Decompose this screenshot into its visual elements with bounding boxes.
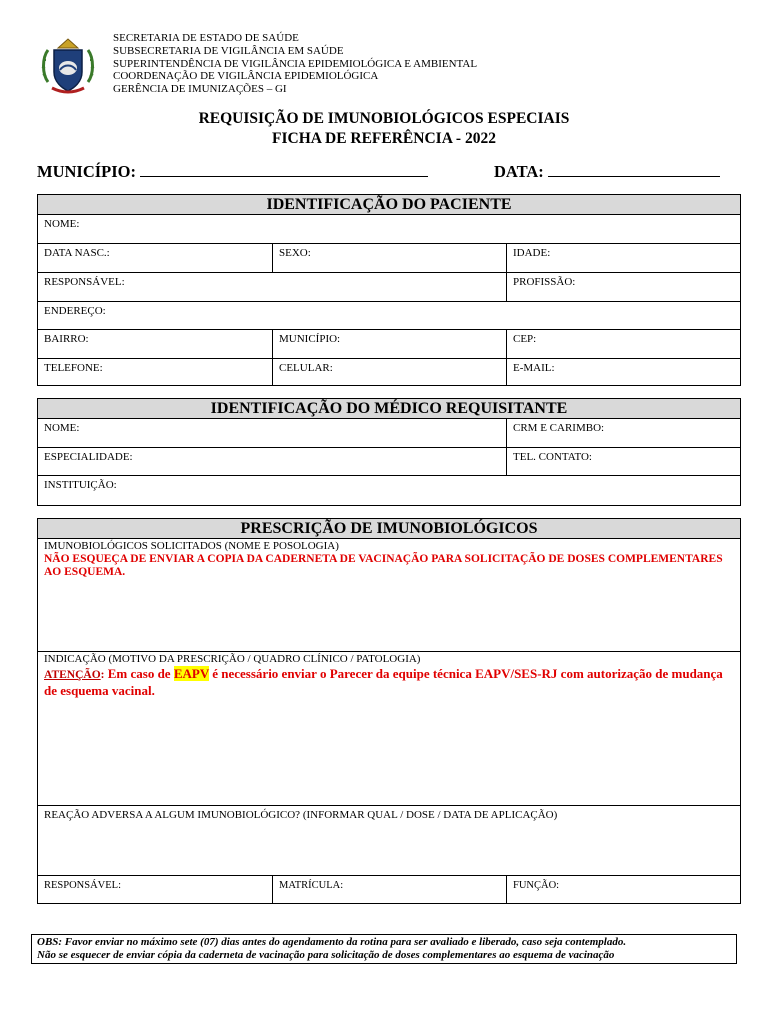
doctor-nome-field[interactable]: NOME: — [38, 419, 507, 447]
municipio-label: MUNICÍPIO: — [37, 162, 136, 181]
atencao-highlight-eapv: EAPV — [173, 666, 209, 681]
prescription-row-reacao — [38, 806, 740, 876]
patient-section-heading: IDENTIFICAÇÃO DO PACIENTE — [38, 195, 740, 215]
patient-row-nasc — [38, 244, 740, 273]
prescription-row-responsavel — [38, 876, 740, 904]
patient-idade-field[interactable]: IDADE: — [513, 247, 551, 259]
header-line: SUPERINTENDÊNCIA DE VIGILÂNCIA EPIDEMIOLÓGICA E AMBIENTAL — [113, 57, 478, 70]
patient-row-responsavel — [38, 273, 740, 302]
header-line: SECRETARIA DE ESTADO DE SAÚDE — [113, 32, 299, 44]
prescription-responsavel-field[interactable]: RESPONSÁVEL: — [38, 876, 273, 904]
obs-note — [31, 934, 737, 964]
header-line: GERÊNCIA DE IMUNIZAÇÕES – GI — [113, 83, 287, 96]
header-line: COORDENAÇÃO DE VIGILÂNCIA EPIDEMIOLÓGICA — [113, 70, 379, 83]
prescription-section-heading: PRESCRIÇÃO DE IMUNOBIOLÓGICOS — [38, 519, 740, 539]
prescription-row-solicitados — [38, 539, 740, 652]
prescription-section — [37, 518, 741, 904]
patient-responsavel-field[interactable]: RESPONSÁVEL: — [38, 273, 507, 301]
atencao-colon: : — [100, 669, 105, 681]
prescription-indicacao-field[interactable] — [38, 652, 740, 805]
doctor-instituicao-field[interactable]: INSTITUIÇÃO: — [44, 479, 117, 491]
atencao-label: ATENÇÃO — [44, 669, 101, 681]
patient-data-nasc-field[interactable]: DATA NASC.: — [38, 244, 273, 272]
document-title: REQUISIÇÃO DE IMUNOBIOLÓGICOS ESPECIAIS — [198, 110, 570, 127]
patient-row-nome — [38, 215, 740, 244]
data-label: DATA: — [494, 162, 544, 181]
municipio-field[interactable] — [37, 162, 428, 182]
doctor-row-instituicao — [38, 476, 740, 505]
patient-municipio-field[interactable]: MUNICÍPIO: — [273, 330, 507, 358]
patient-bairro-field[interactable]: BAIRRO: — [38, 330, 273, 358]
solicitados-label: IMUNOBIOLÓGICOS SOLICITADOS (NOME E POSOLOGIA) — [44, 540, 339, 552]
prescription-solicitados-field[interactable] — [38, 539, 740, 651]
patient-section — [37, 194, 741, 386]
atencao-text-post: é necessário enviar o Parecer da equipe técnica EAPV/SES-RJ com autorização de mudança de esquema vacinal. — [44, 666, 723, 698]
solicitados-warning: NÃO ESQUEÇA DE ENVIAR A COPIA DA CADERNETA DE VACINAÇÃO PARA SOLICITAÇÃO DE DOSES COMPLEMENTARES AO ESQUEMA. — [44, 553, 723, 578]
atencao-text-pre: Em caso de — [104, 666, 174, 681]
patient-nome-field[interactable]: NOME: — [44, 218, 80, 230]
municipio-blank[interactable] — [140, 162, 428, 177]
indicacao-label: INDICAÇÃO (MOTIVO DA PRESCRIÇÃO / QUADRO CLÍNICO / PATOLOGIA) — [44, 653, 421, 665]
document-subtitle: FICHA DE REFERÊNCIA - 2022 — [272, 130, 496, 147]
prescription-funcao-field[interactable]: FUNÇÃO: — [513, 880, 560, 891]
patient-cep-field[interactable]: CEP: — [513, 333, 537, 345]
patient-profissao-field[interactable]: PROFISSÃO: — [513, 276, 576, 288]
prescription-matricula-field[interactable]: MATRÍCULA: — [273, 876, 507, 904]
patient-sexo-field[interactable]: SEXO: — [273, 244, 507, 272]
patient-row-telefone — [38, 359, 740, 386]
prescription-row-indicacao — [38, 652, 740, 806]
doctor-section — [37, 398, 741, 506]
patient-row-endereco — [38, 302, 740, 330]
patient-telefone-field[interactable]: TELEFONE: — [38, 359, 273, 386]
doctor-tel-contato-field[interactable]: TEL. CONTATO: — [513, 451, 592, 463]
header-line: SUBSECRETARIA DE VIGILÂNCIA EM SAÚDE — [113, 44, 344, 57]
patient-endereco-field[interactable]: ENDEREÇO: — [44, 305, 106, 317]
doctor-crm-field[interactable]: CRM E CARIMBO: — [513, 422, 605, 434]
doctor-row-especialidade — [38, 448, 740, 476]
doctor-row-nome — [38, 419, 740, 448]
header-agency-lines — [113, 32, 477, 96]
obs-line-2: Não se esquecer de enviar cópia da caderneta de vacinação para solicitação de doses complementares ao esquema de vacinação — [37, 949, 615, 961]
doctor-especialidade-field[interactable]: ESPECIALIDADE: — [38, 448, 507, 475]
patient-celular-field[interactable]: CELULAR: — [273, 359, 507, 386]
state-coat-of-arms-icon — [40, 36, 96, 98]
patient-email-field[interactable]: E-MAIL: — [513, 362, 555, 374]
data-field[interactable] — [494, 162, 720, 182]
atencao-notice — [44, 666, 734, 698]
obs-line-1: OBS: Favor enviar no máximo sete (07) dias antes do agendamento da rotina para ser avaliado e liberado, caso seja contemplado. — [37, 936, 627, 948]
doctor-section-heading: IDENTIFICAÇÃO DO MÉDICO REQUISITANTE — [38, 399, 740, 419]
patient-row-bairro — [38, 330, 740, 359]
data-blank[interactable] — [548, 162, 720, 177]
prescription-reacao-field[interactable]: REAÇÃO ADVERSA A ALGUM IMUNOBIOLÓGICO? (INFORMAR QUAL / DOSE / DATA DE APLICAÇÃO) — [44, 809, 558, 821]
